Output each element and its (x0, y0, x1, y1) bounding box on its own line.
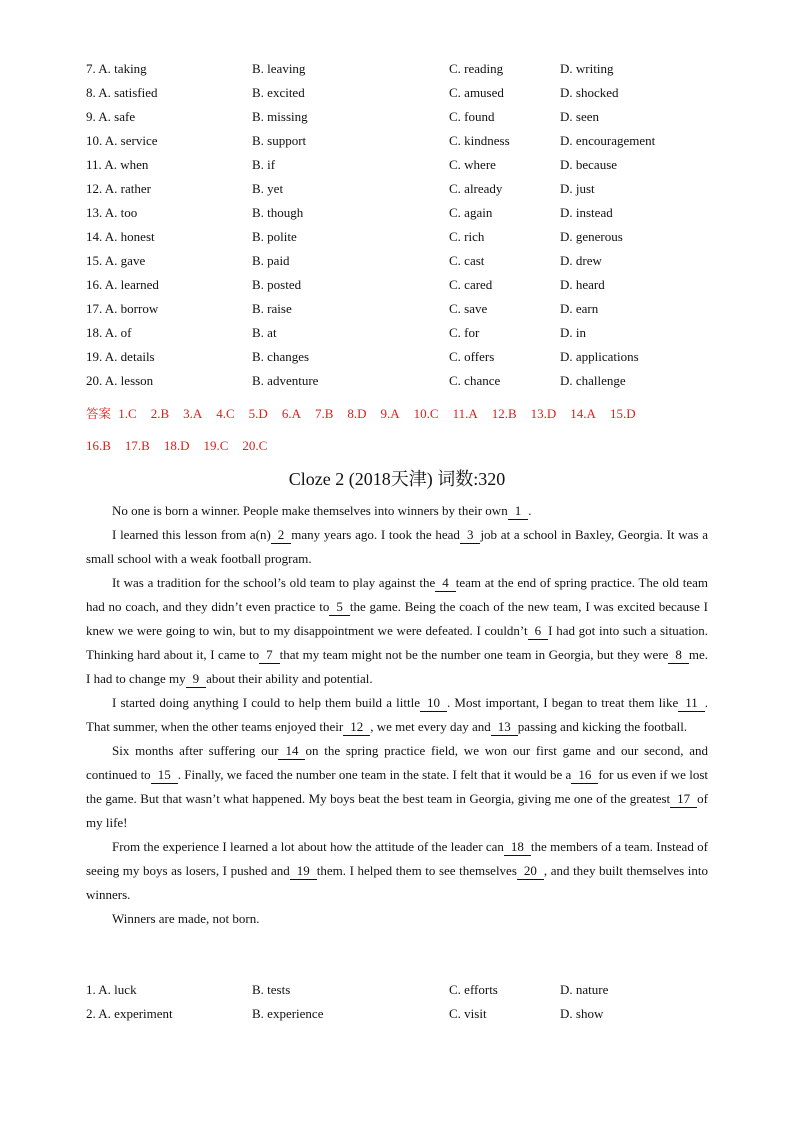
answer-item: 3.A (183, 406, 203, 421)
option-a-text: A. taking (98, 61, 147, 76)
blank-8: 8 (668, 647, 689, 664)
answer-key (86, 402, 726, 466)
passage-text: . Finally, we faced the number one team in the state. I felt that it would be a (177, 767, 572, 782)
passage-text: on the spring practice field, we won our first game and our second, and continued to (86, 743, 708, 782)
blank-15: 15 (151, 767, 178, 784)
answer-item: 14.A (570, 406, 596, 421)
answer-item: 18.D (163, 438, 190, 453)
cloze-passage (86, 499, 708, 931)
blank-1: 1 (508, 503, 529, 520)
blank-7: 7 (259, 647, 280, 664)
passage-text: . That summer, when the other teams enjoyed their (86, 695, 708, 734)
option-a-text: A. luck (98, 982, 137, 997)
option-a-text: A. too (104, 205, 138, 220)
option-a (86, 1002, 173, 1026)
question-number: 8. (86, 85, 96, 100)
passage-text: I started doing anything I could to help them build a little (112, 695, 420, 710)
option-a (86, 249, 145, 273)
question-number: 20. (86, 373, 103, 388)
passage-text: them. I helped them to see themselves (316, 863, 517, 878)
option-a (86, 201, 137, 225)
option-row (86, 153, 726, 177)
blank-18: 18 (504, 839, 531, 856)
blank-14: 14 (278, 743, 305, 760)
option-a-text: A. learned (104, 277, 159, 292)
question-number: 19. (86, 349, 103, 364)
blank-3: 3 (460, 527, 481, 544)
answer-item: 8.D (347, 406, 367, 421)
passage-text: for us even if we lost the game. But that wasn’t what happened. My boys beat the best team in Georgia, giving me one of the greatest (86, 767, 708, 806)
option-d: D. heard (560, 277, 605, 292)
option-b: B. raise (252, 301, 292, 316)
option-a-text: A. rather (104, 181, 151, 196)
option-a-text: A. satisfied (98, 85, 158, 100)
option-a (86, 297, 158, 321)
option-row (86, 129, 726, 153)
option-d: D. seen (560, 109, 599, 124)
question-number: 18. (86, 325, 103, 340)
blank-2: 2 (271, 527, 292, 544)
option-b: B. though (252, 205, 304, 220)
option-row (86, 1002, 726, 1026)
blank-5: 5 (329, 599, 350, 616)
option-a (86, 345, 155, 369)
passage-text: Six months after suffering our (112, 743, 279, 758)
question-number: 17. (86, 301, 103, 316)
paragraph-3 (86, 571, 708, 691)
answer-label: 答案 (86, 406, 112, 421)
option-a-text: A. honest (104, 229, 155, 244)
option-c: C. found (449, 109, 495, 124)
blank-19: 19 (290, 863, 317, 880)
option-a-text: A. experiment (98, 1006, 173, 1021)
option-b: B. paid (252, 253, 290, 268)
option-a (86, 177, 151, 201)
passage-text: No one is born a winner. People make themselves into winners by their own (112, 503, 508, 518)
blank-10: 10 (420, 695, 447, 712)
option-d: D. generous (560, 229, 623, 244)
paragraph-6 (86, 835, 708, 907)
question-number: 7. (86, 61, 96, 76)
option-b: B. missing (252, 109, 308, 124)
paragraph-5 (86, 739, 708, 835)
answer-item: 19.C (203, 438, 229, 453)
passage-text: . Most important, I began to treat them like (447, 695, 679, 710)
answer-item: 16.B (86, 438, 111, 453)
question-number: 16. (86, 277, 103, 292)
blank-12: 12 (343, 719, 370, 736)
option-a-text: A. details (104, 349, 155, 364)
option-d: D. shocked (560, 85, 619, 100)
option-d: D. in (560, 325, 586, 340)
passage-text: I had got into such a situation. Thinking hard about it, I came to (86, 623, 709, 662)
answer-item: 13.D (530, 406, 557, 421)
answer-item: 4.C (216, 406, 235, 421)
option-c: C. cast (449, 253, 485, 268)
answer-item: 6.A (281, 406, 301, 421)
passage-text: job at a school in Baxley, Georgia. It was a small school with a weak football program. (86, 527, 708, 566)
option-d: D. challenge (560, 373, 626, 388)
option-a (86, 978, 137, 1002)
blank-16: 16 (571, 767, 598, 784)
option-d: D. earn (560, 301, 599, 316)
answer-line-1 (86, 402, 726, 434)
option-a-text: A. safe (98, 109, 136, 124)
option-c: C. already (449, 181, 503, 196)
question-number: 1. (86, 982, 96, 997)
option-row (86, 297, 726, 321)
passage-text: that my team might not be the number one team in Georgia, but they were (279, 647, 669, 662)
question-number: 2. (86, 1006, 96, 1021)
option-b: B. at (252, 325, 277, 340)
paragraph-7 (86, 907, 708, 931)
option-a-text: A. borrow (104, 301, 159, 316)
option-a-text: A. when (104, 157, 149, 172)
passage-text: team at the end of spring practice. The old team had no coach, and they didn’t even practice to (86, 575, 708, 614)
option-b: B. changes (252, 349, 310, 364)
option-b: B. leaving (252, 61, 306, 76)
passage-text: many years ago. I took the head (291, 527, 460, 542)
option-a (86, 81, 158, 105)
cloze-title: Cloze 2 (2018天津) 词数:320 (288, 469, 506, 489)
option-row (86, 225, 726, 249)
options-table-top (86, 57, 726, 393)
passage-text: the members of a team. Instead of seeing my boys as losers, I pushed and (86, 839, 708, 878)
option-d: D. applications (560, 349, 639, 364)
question-number: 11. (86, 157, 102, 172)
option-b: B. support (252, 133, 307, 148)
answer-item: 7.B (314, 406, 334, 421)
option-a (86, 57, 147, 81)
option-c: C. rich (449, 229, 485, 244)
paragraph-4 (86, 691, 708, 739)
question-number: 14. (86, 229, 103, 244)
answer-item: 20.C (242, 438, 268, 453)
option-c: C. chance (449, 373, 501, 388)
option-d: D. show (560, 1006, 604, 1021)
passage-text: It was a tradition for the school’s old team to play against the (112, 575, 436, 590)
question-number: 10. (86, 133, 103, 148)
option-c: C. again (449, 205, 493, 220)
answer-item: 11.A (452, 406, 478, 421)
paragraph-2 (86, 523, 708, 571)
option-c: C. kindness (449, 133, 510, 148)
option-a-text: A. of (104, 325, 132, 340)
option-d: D. drew (560, 253, 602, 268)
option-b: B. experience (252, 1006, 324, 1021)
option-a (86, 273, 159, 297)
option-row (86, 177, 726, 201)
option-c: C. where (449, 157, 496, 172)
answer-item: 9.A (380, 406, 400, 421)
answer-item: 1.C (118, 406, 137, 421)
option-row (86, 105, 726, 129)
option-row (86, 201, 726, 225)
option-d: D. because (560, 157, 618, 172)
option-a (86, 225, 155, 249)
option-d: D. instead (560, 205, 613, 220)
answer-item: 10.C (413, 406, 439, 421)
answer-line-2 (86, 434, 726, 466)
paragraph-1 (86, 499, 708, 523)
blank-11: 11 (678, 695, 705, 712)
blank-9: 9 (186, 671, 207, 688)
passage-text: about their ability and potential. (206, 671, 373, 686)
options-table-bottom (86, 978, 726, 1026)
blank-4: 4 (435, 575, 456, 592)
option-a (86, 321, 132, 345)
option-row (86, 369, 726, 393)
option-row (86, 345, 726, 369)
option-a (86, 369, 153, 393)
option-a-text: A. service (104, 133, 158, 148)
option-a-text: A. lesson (104, 373, 154, 388)
option-row (86, 321, 726, 345)
question-number: 13. (86, 205, 103, 220)
option-a (86, 105, 135, 129)
option-c: C. efforts (449, 982, 498, 997)
answer-item: 17.B (124, 438, 150, 453)
option-c: C. cared (449, 277, 493, 292)
answer-item: 12.B (491, 406, 517, 421)
question-number: 9. (86, 109, 96, 124)
blank-13: 13 (491, 719, 518, 736)
option-b: B. if (252, 157, 276, 172)
passage-text: Winners are made, not born. (112, 911, 260, 926)
option-row (86, 57, 726, 81)
option-b: B. polite (252, 229, 297, 244)
option-b: B. adventure (252, 373, 319, 388)
option-c: C. for (449, 325, 480, 340)
option-a-text: A. gave (104, 253, 146, 268)
option-row (86, 273, 726, 297)
passage-text: , we met every day and (370, 719, 491, 734)
answer-item: 2.B (150, 406, 170, 421)
blank-17: 17 (670, 791, 697, 808)
passage-text: passing and kicking the football. (517, 719, 688, 734)
option-row (86, 81, 726, 105)
option-b: B. posted (252, 277, 302, 292)
option-c: C. save (449, 301, 488, 316)
blank-20: 20 (517, 863, 544, 880)
passage-text: . (528, 503, 532, 518)
option-d: D. just (560, 181, 595, 196)
passage-text: I learned this lesson from a(n) (112, 527, 271, 542)
passage-text: me. I had to change my (86, 647, 708, 686)
option-c: C. visit (449, 1006, 487, 1021)
option-c: C. amused (449, 85, 504, 100)
passage-text: the game. Being the coach of the new team, I was excited because I knew we were going to win, but to my disappointment we were defeated. I couldn’t (86, 599, 708, 638)
option-b: B. tests (252, 982, 291, 997)
passage-text: of my life! (86, 791, 708, 830)
passage-text: From the experience I learned a lot about how the attitude of the leader can (112, 839, 504, 854)
question-number: 15. (86, 253, 103, 268)
option-d: D. encouragement (560, 133, 656, 148)
option-b: B. excited (252, 85, 305, 100)
option-c: C. reading (449, 61, 504, 76)
option-d: D. nature (560, 982, 609, 997)
answer-item: 5.D (248, 406, 268, 421)
option-row (86, 249, 726, 273)
option-row (86, 978, 726, 1002)
option-d: D. writing (560, 61, 614, 76)
option-c: C. offers (449, 349, 495, 364)
blank-6: 6 (528, 623, 549, 640)
question-number: 12. (86, 181, 103, 196)
option-b: B. yet (252, 181, 284, 196)
option-a (86, 153, 148, 177)
option-a (86, 129, 158, 153)
answer-item: 15.D (609, 406, 636, 421)
passage-text: , and they built themselves into winners. (86, 863, 709, 902)
